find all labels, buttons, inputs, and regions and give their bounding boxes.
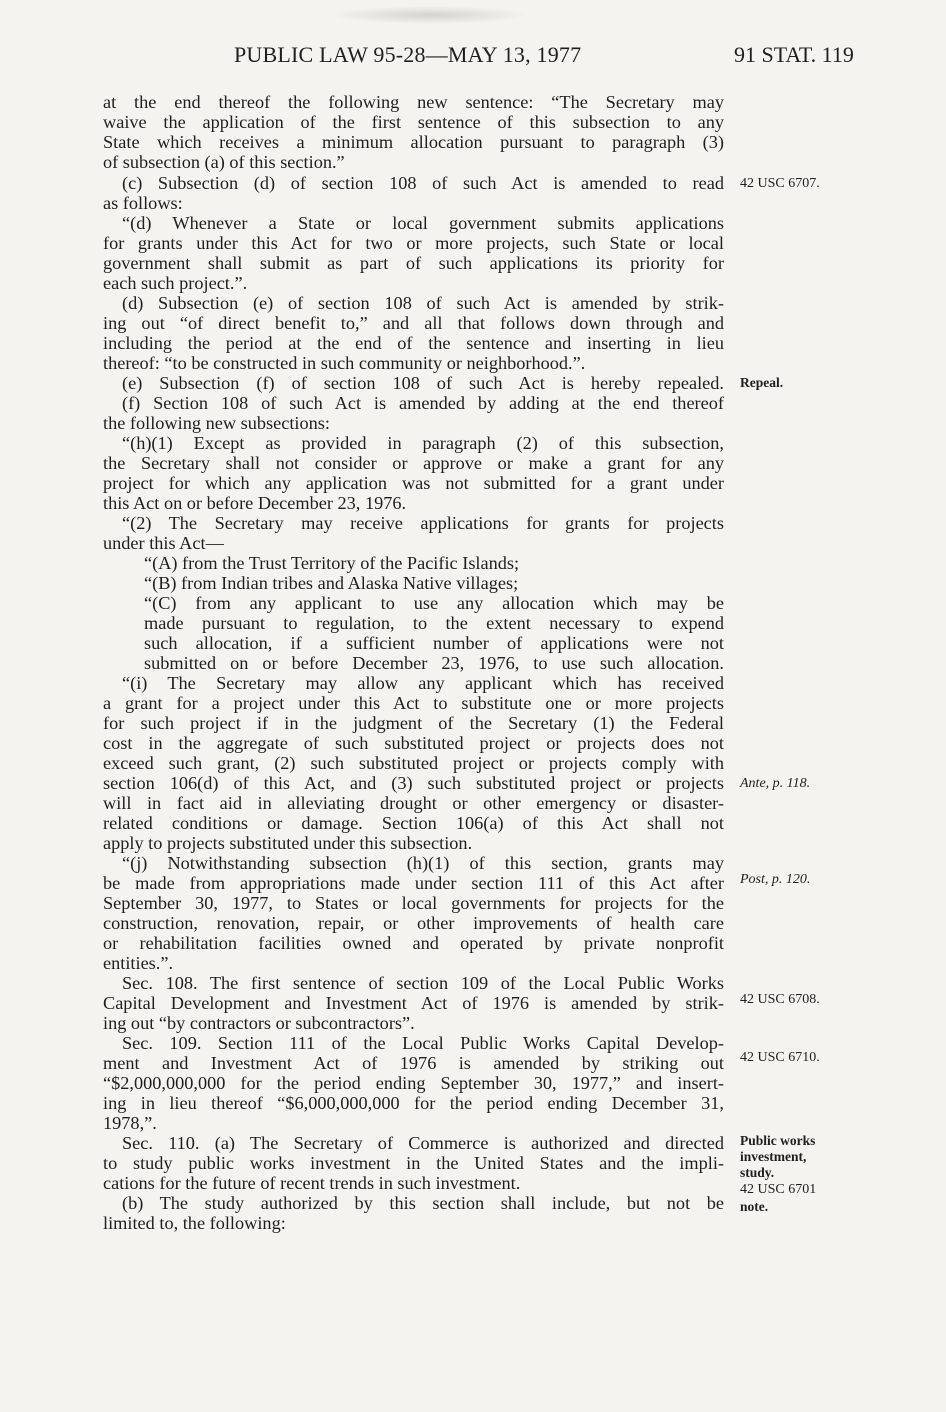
text-line: (e) Subsection (f) of section 108 of such Act is hereby repealed. [122, 373, 724, 393]
text-line: (c) Subsection (d) of section 108 of such Act is amended to read [122, 173, 724, 193]
text-line: ing out “of direct benefit to,” and all that follows down through and [103, 313, 724, 333]
margin-note-post: Post, p. 120. [740, 872, 811, 887]
text-line: Sec. 110. (a) The Secretary of Commerce is authorized and directed [122, 1133, 724, 1153]
text-line: “(h)(1) Except as provided in paragraph (2) of this subsection, [122, 433, 724, 453]
margin-note-study: study. [740, 1165, 775, 1180]
text-line: or rehabilitation facilities owned and operated by private nonprofit [103, 933, 724, 953]
text-line: of subsection (a) of this section.” [103, 152, 345, 172]
text-line: be made from appropriations made under section 111 of this Act after [103, 873, 724, 893]
margin-note-study: Public works [740, 1133, 816, 1148]
text-line: cost in the aggregate of such substituted project or projects does not [103, 733, 724, 753]
text-line: apply to projects substituted under this subsection. [103, 833, 473, 853]
text-line: “(2) The Secretary may receive applications for grants for projects [122, 513, 724, 533]
text-line: ment and Investment Act of 1976 is amended by striking out [103, 1053, 724, 1073]
text-line: project for which any application was not submitted for a grant under [103, 473, 724, 493]
text-line: to study public works investment in the United States and the impli- [103, 1153, 724, 1173]
text-line: Sec. 108. The first sentence of section 109 of the Local Public Works [122, 973, 724, 993]
text-line: for such project if in the judgment of the Secretary (1) the Federal [103, 713, 724, 733]
text-line: exceed such grant, (2) such substituted project or projects comply with [103, 753, 724, 773]
text-line: ing out “by contractors or subcontractors”. [103, 1013, 415, 1033]
text-line: as follows: [103, 193, 183, 213]
text-line: ing in lieu thereof “$6,000,000,000 for the period ending December 31, [103, 1093, 724, 1113]
text-line: under this Act— [103, 533, 224, 553]
text-line: a grant for a project under this Act to substitute one or more projects [103, 693, 724, 713]
text-line: Sec. 109. Section 111 of the Local Public Works Capital Develop- [122, 1033, 724, 1053]
text-line: the Secretary shall not consider or approve or make a grant for any [103, 453, 724, 473]
text-line: such allocation, if a sufficient number of applications were not [144, 633, 724, 653]
scan-smudge [330, 6, 530, 24]
text-line: 1978,”. [103, 1113, 157, 1133]
text-line: will in fact aid in alleviating drought or other emergency or disaster- [103, 793, 724, 813]
margin-note-citation: 42 USC 6701 [740, 1182, 817, 1197]
text-line: this Act on or before December 23, 1976. [103, 493, 407, 513]
text-line: September 30, 1977, to States or local governments for projects for the [103, 893, 724, 913]
margin-note-citation: note. [740, 1199, 769, 1214]
running-head-title: PUBLIC LAW 95-28—MAY 13, 1977 [234, 42, 582, 67]
text-line: waive the application of the first sentence of this subsection to any [103, 112, 724, 132]
text-line: (d) Subsection (e) of section 108 of such Act is amended by strik- [122, 293, 724, 313]
margin-note-citation: 42 USC 6708. [740, 992, 820, 1007]
text-line: thereof: “to be constructed in such community or neighborhood.”. [103, 353, 586, 373]
text-line: submitted on or before December 23, 1976, to use such allocation. [144, 653, 724, 673]
text-line: cations for the future of recent trends in such investment. [103, 1173, 521, 1193]
text-line: “(i) The Secretary may allow any applicant which has received [122, 673, 724, 693]
text-line: the following new subsections: [103, 413, 330, 433]
text-line: “(d) Whenever a State or local government submits applications [122, 213, 724, 233]
text-line: “$2,000,000,000 for the period ending September 30, 1977,” and insert- [103, 1073, 724, 1093]
text-line: “(j) Notwithstanding subsection (h)(1) of this section, grants may [122, 853, 724, 873]
text-line: at the end thereof the following new sentence: “The Secretary may [103, 92, 724, 112]
text-line: “(A) from the Trust Territory of the Pacific Islands; [144, 553, 520, 573]
text-line: “(B) from Indian tribes and Alaska Native villages; [144, 573, 519, 593]
text-line: made pursuant to regulation, to the extent necessary to expend [144, 613, 724, 633]
text-line: Capital Development and Investment Act of 1976 is amended by strik- [103, 993, 724, 1013]
text-line: section 106(d) of this Act, and (3) such substituted project or projects [103, 773, 724, 793]
text-line: government shall submit as part of such applications its priority for [103, 253, 724, 273]
text-line: construction, renovation, repair, or other improvements of health care [103, 913, 724, 933]
text-line: each such project.”. [103, 273, 248, 293]
margin-note-repeal: Repeal. [740, 375, 784, 390]
text-line: related conditions or damage. Section 106(a) of this Act shall not [103, 813, 724, 833]
text-line: “(C) from any applicant to use any allocation which may be [144, 593, 724, 613]
page-number: 91 STAT. 119 [734, 42, 854, 67]
text-line: State which receives a minimum allocation pursuant to paragraph (3) [103, 132, 724, 152]
margin-note-citation: 42 USC 6710. [740, 1050, 820, 1065]
text-line: limited to, the following: [103, 1213, 286, 1233]
text-line: (f) Section 108 of such Act is amended by adding at the end thereof [122, 393, 724, 413]
margin-note-ante: Ante, p. 118. [740, 776, 811, 791]
text-line: (b) The study authorized by this section shall include, but not be [122, 1193, 724, 1213]
margin-note-study: investment, [740, 1149, 807, 1164]
text-line: including the period at the end of the sentence and inserting in lieu [103, 333, 724, 353]
margin-note-citation: 42 USC 6707. [740, 176, 820, 191]
text-line: entities.”. [103, 953, 174, 973]
text-line: for grants under this Act for two or more projects, such State or local [103, 233, 724, 253]
